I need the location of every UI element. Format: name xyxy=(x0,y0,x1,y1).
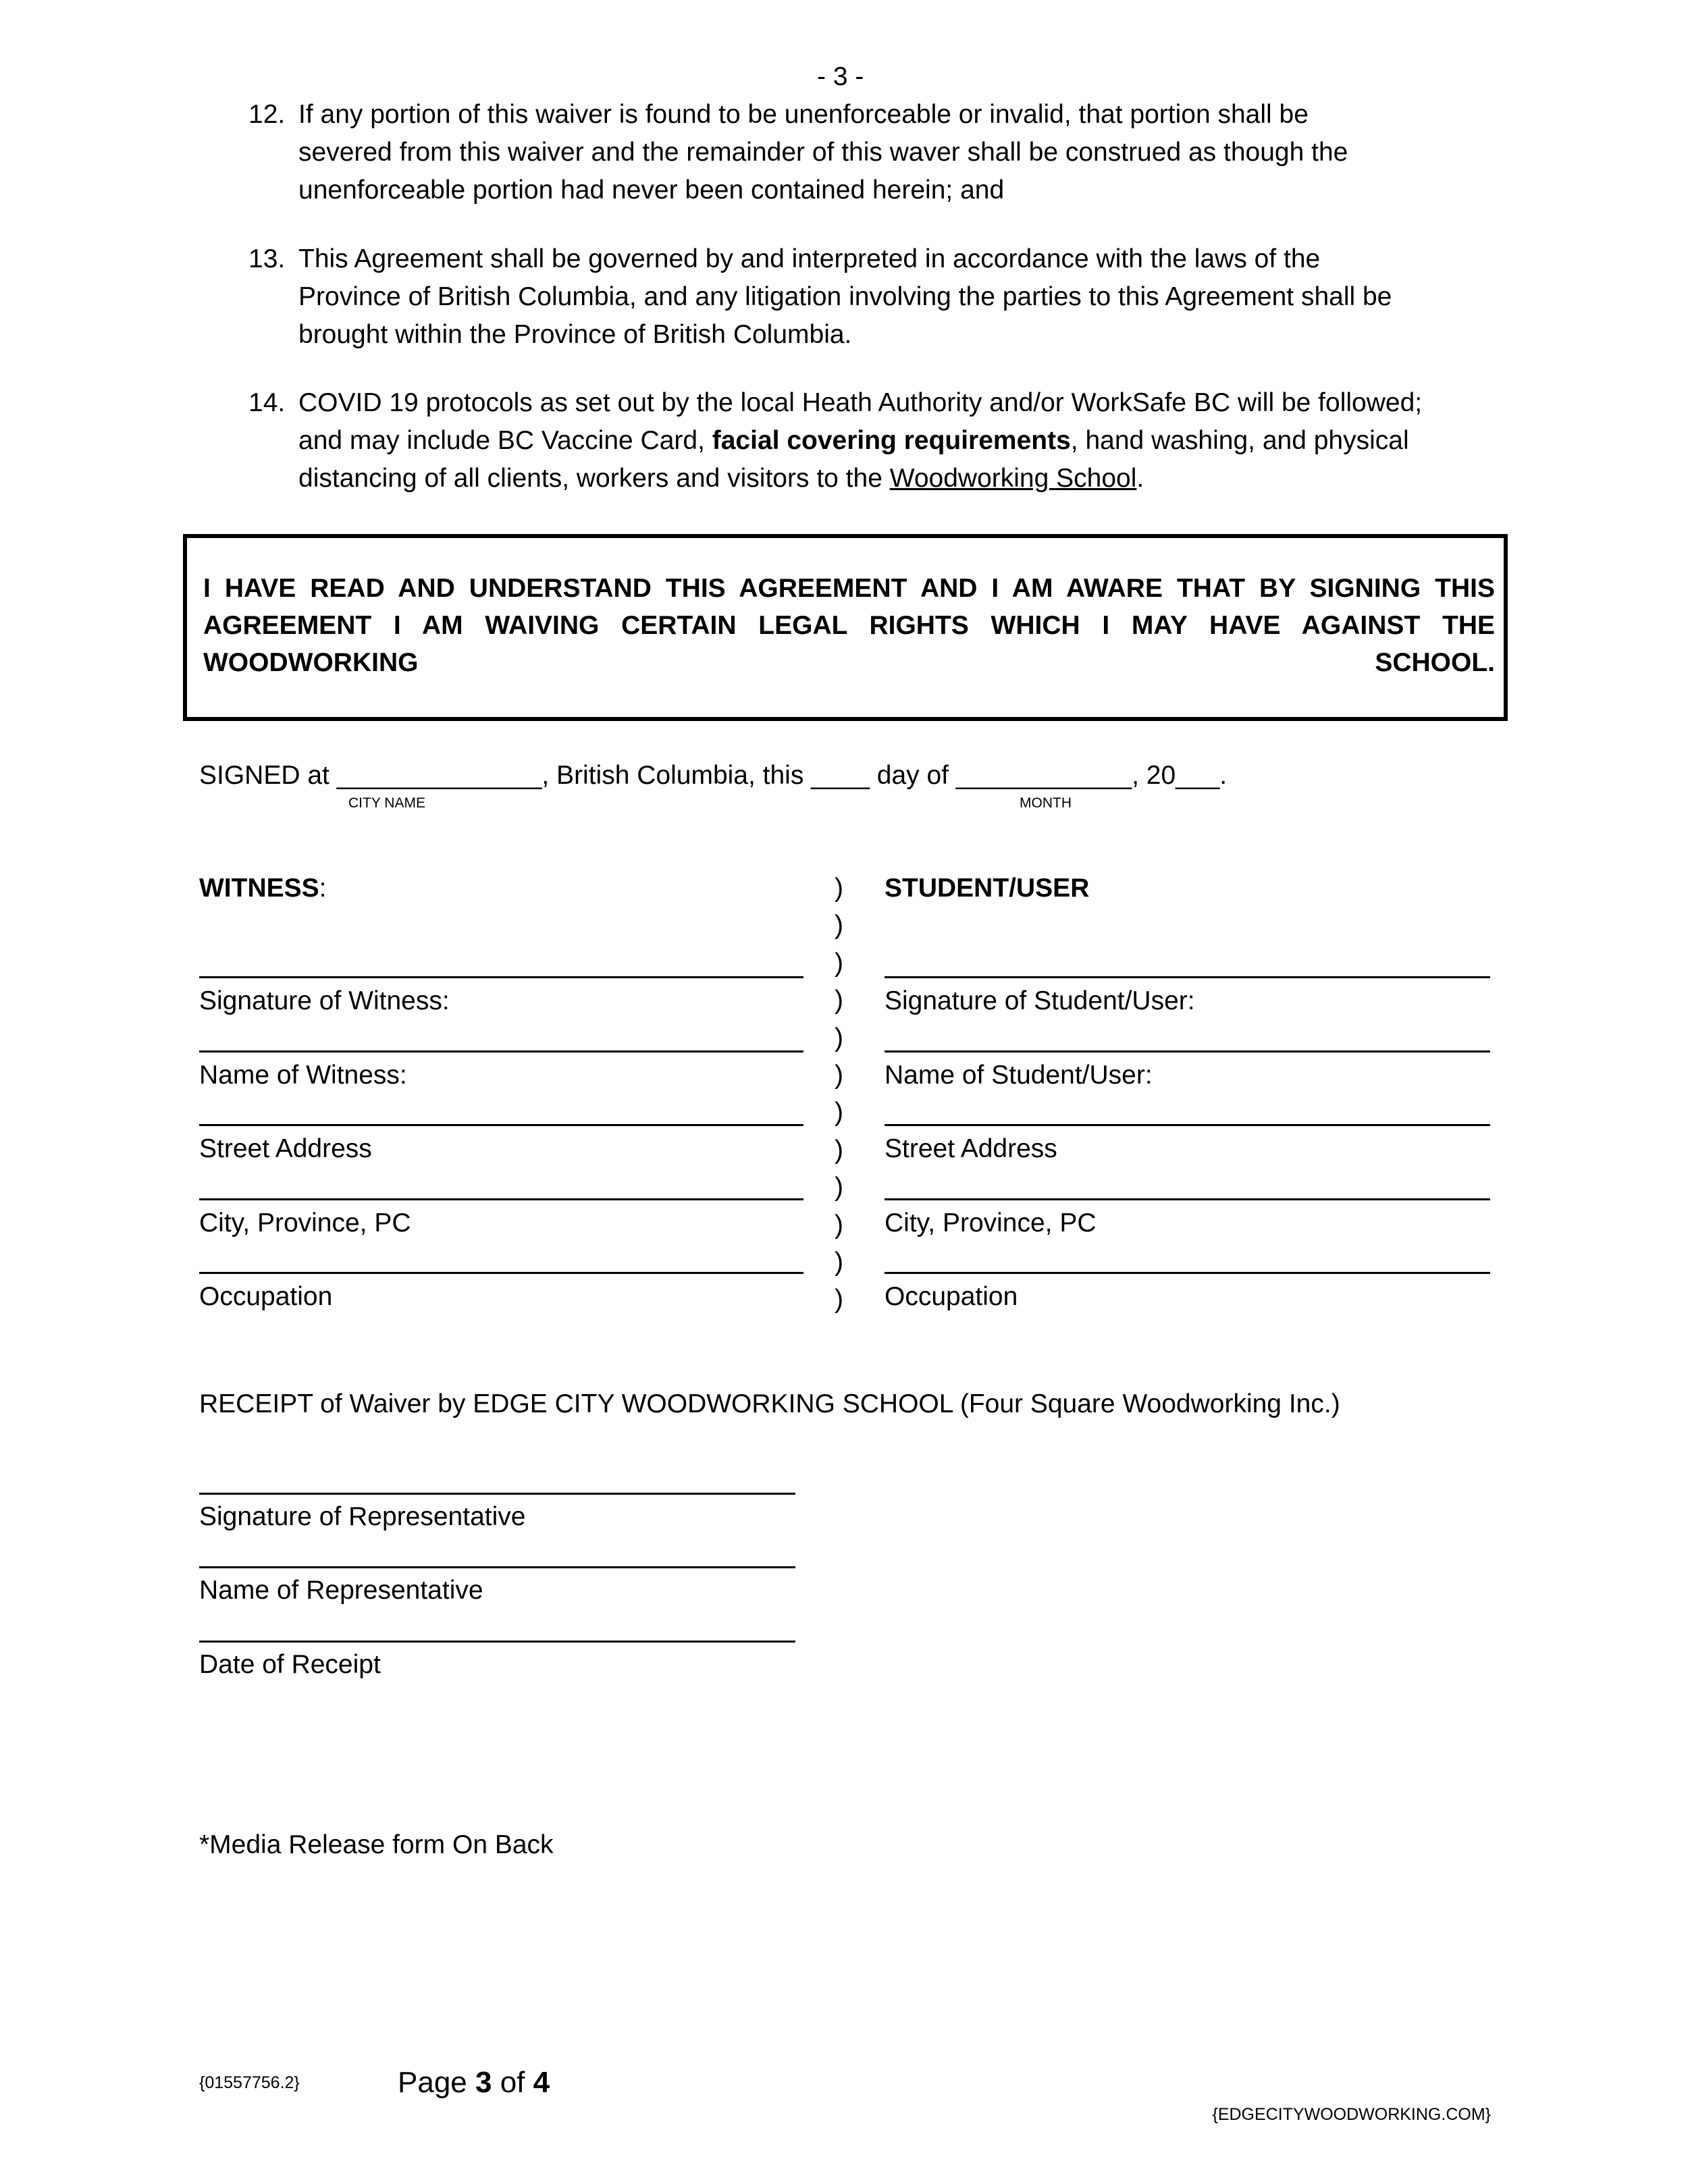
clause-number: 13. xyxy=(248,244,286,273)
page-number xyxy=(398,2066,550,2100)
clause-line: unenforceable portion had never been contained herein; and xyxy=(298,176,1005,205)
bracket-divider: ) xyxy=(835,1061,843,1090)
bracket-divider: ) xyxy=(835,1285,843,1314)
representative-signature-line[interactable] xyxy=(199,1493,795,1495)
bracket-divider: ) xyxy=(835,911,843,940)
student-heading: STUDENT/USER xyxy=(885,874,1090,903)
clause-line xyxy=(298,460,1514,498)
clause-line xyxy=(298,422,1514,460)
text: distancing of all clients, workers and visitors to the xyxy=(298,464,890,493)
bracket-divider: ) xyxy=(835,874,843,903)
witness-signature-line[interactable] xyxy=(199,976,803,978)
student-field-label: Street Address xyxy=(885,1134,1057,1163)
ack-line-1: I HAVE READ AND UNDERSTAND THIS AGREEMENT AND I AM AWARE THAT BY SIGNING THIS xyxy=(203,574,1495,603)
student-signature-line[interactable] xyxy=(885,1198,1490,1200)
witness-heading xyxy=(199,870,327,907)
bracket-divider: ) xyxy=(835,1023,843,1053)
clause-line: brought within the Province of British Columbia. xyxy=(298,320,852,349)
current-page: 3 xyxy=(475,2066,492,2099)
student-field-label: Name of Student/User: xyxy=(885,1061,1153,1090)
ack-word: WOODWORKING xyxy=(203,648,419,677)
clause-14 xyxy=(298,384,1514,498)
witness-field-label: Street Address xyxy=(199,1134,372,1163)
acknowledgement-box xyxy=(183,534,1508,721)
clause-number: 12. xyxy=(248,100,286,129)
bracket-divider: ) xyxy=(835,1173,843,1202)
bracket-divider: ) xyxy=(835,1210,843,1240)
bracket-divider: ) xyxy=(835,948,843,978)
clause-line: This Agreement shall be governed by and interpreted in accordance with the laws of the xyxy=(298,244,1321,273)
text: Page xyxy=(398,2066,475,2099)
witness-heading-text: WITNESS xyxy=(199,874,319,903)
bracket-divider: ) xyxy=(835,986,843,1015)
clause-line: If any portion of this waiver is found to be unenforceable or invalid, that portion shall be xyxy=(298,100,1309,129)
witness-field-label: Name of Witness: xyxy=(199,1061,407,1090)
text: , hand washing, and physical xyxy=(1070,426,1409,455)
clause-line: severed from this waiver and the remainder of this waver shall be construed as though the xyxy=(298,138,1348,167)
month-label: MONTH xyxy=(1020,795,1072,811)
signed-at-line: SIGNED at ______________, British Columbia, this ____ day of ____________, 20___. xyxy=(199,761,1228,790)
student-field-label: City, Province, PC xyxy=(885,1208,1097,1237)
underlined-text: Woodworking School xyxy=(889,464,1137,493)
text: and may include BC Vaccine Card, xyxy=(298,426,712,455)
ack-line-2: AGREEMENT I AM WAIVING CERTAIN LEGAL RIGHTS WHICH I MAY HAVE AGAINST THE xyxy=(203,611,1495,640)
student-signature-line[interactable] xyxy=(885,1050,1490,1053)
clause-12 xyxy=(298,96,1514,209)
student-signature-line[interactable] xyxy=(885,1124,1490,1126)
colon: : xyxy=(319,874,327,903)
website: {EDGECITYWOODWORKING.COM} xyxy=(1212,2105,1491,2124)
witness-field-label: Signature of Witness: xyxy=(199,986,450,1015)
page-marker: - 3 - xyxy=(817,62,864,91)
clause-number: 14. xyxy=(248,388,286,417)
clause-line: COVID 19 protocols as set out by the local Heath Authority and/or WorkSafe BC will be followed; xyxy=(298,388,1423,417)
representative-field-label: Date of Receipt xyxy=(199,1650,381,1679)
bracket-divider: ) xyxy=(835,1135,843,1165)
ack-line-3 xyxy=(203,644,1495,682)
ack-word: SCHOOL. xyxy=(1375,648,1495,677)
clause-13 xyxy=(298,240,1514,354)
representative-field-label: Signature of Representative xyxy=(199,1502,526,1531)
media-release-note: *Media Release form On Back xyxy=(199,1830,554,1859)
text: of xyxy=(492,2066,533,2099)
representative-signature-line[interactable] xyxy=(199,1641,795,1643)
witness-signature-line[interactable] xyxy=(199,1198,803,1200)
bracket-divider: ) xyxy=(835,1098,843,1127)
city-name-label: CITY NAME xyxy=(348,795,425,811)
witness-signature-line[interactable] xyxy=(199,1124,803,1126)
student-field-label: Signature of Student/User: xyxy=(885,986,1195,1015)
witness-field-label: Occupation xyxy=(199,1282,333,1311)
bold-text: facial covering requirements xyxy=(712,426,1071,455)
witness-field-label: City, Province, PC xyxy=(199,1208,411,1237)
clause-line: Province of British Columbia, and any litigation involving the parties to this Agreement shall be xyxy=(298,282,1392,311)
witness-signature-line[interactable] xyxy=(199,1050,803,1053)
student-signature-line[interactable] xyxy=(885,1272,1490,1274)
bracket-divider: ) xyxy=(835,1248,843,1277)
representative-field-label: Name of Representative xyxy=(199,1576,483,1605)
document-id: {01557756.2} xyxy=(199,2073,300,2092)
student-field-label: Occupation xyxy=(885,1282,1018,1311)
witness-signature-line[interactable] xyxy=(199,1272,803,1274)
receipt-text: RECEIPT of Waiver by EDGE CITY WOODWORKING SCHOOL (Four Square Woodworking Inc.) xyxy=(199,1389,1340,1418)
student-signature-line[interactable] xyxy=(885,976,1490,978)
total-pages: 4 xyxy=(533,2066,550,2099)
representative-signature-line[interactable] xyxy=(199,1566,795,1568)
text: . xyxy=(1136,464,1144,493)
